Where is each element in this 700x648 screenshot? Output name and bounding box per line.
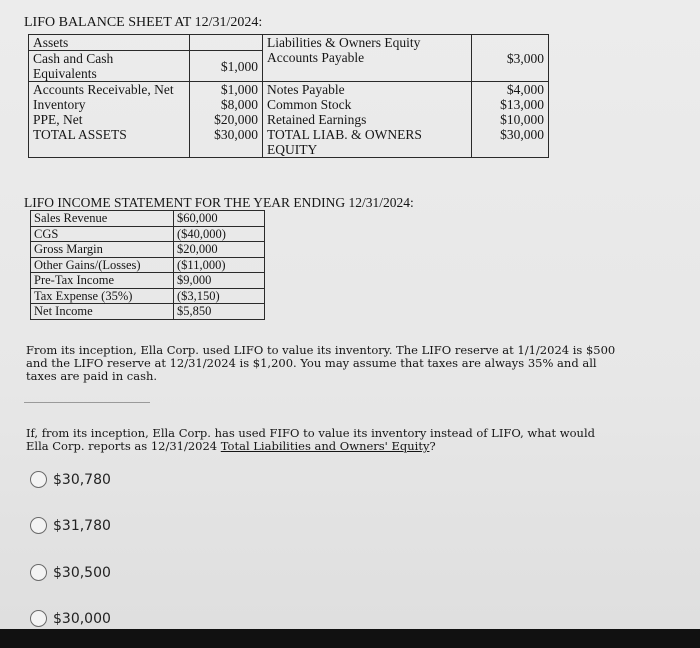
retained-earnings-value: $10,000 xyxy=(500,112,544,127)
total-assets-value: $30,000 xyxy=(214,127,258,142)
answer-option-3[interactable] xyxy=(30,564,111,581)
is-label: CGS xyxy=(31,226,174,242)
radio-icon[interactable] xyxy=(30,610,47,627)
answer-label: $30,000 xyxy=(53,610,111,627)
ar-label: Accounts Receivable, Net xyxy=(33,82,174,97)
is-label: Gross Margin xyxy=(31,242,174,258)
ar-value: $1,000 xyxy=(220,82,258,97)
is-label: Sales Revenue xyxy=(31,211,174,227)
liab-values-cell xyxy=(472,82,549,158)
is-label: Tax Expense (35%) xyxy=(31,288,174,304)
income-statement-table xyxy=(30,210,265,320)
is-label: Pre-Tax Income xyxy=(31,273,174,289)
cash-label-cell xyxy=(29,51,190,82)
is-value: ($11,000) xyxy=(174,257,265,273)
answer-option-2[interactable] xyxy=(30,517,111,534)
liabilities-cell xyxy=(263,35,472,82)
assets-values-cell xyxy=(190,82,263,158)
is-label: Net Income xyxy=(31,304,174,320)
table-row xyxy=(31,211,265,227)
liab-labels-cell xyxy=(263,82,472,158)
table-row xyxy=(31,257,265,273)
divider xyxy=(24,402,150,403)
retained-earnings-label: Retained Earnings xyxy=(267,112,367,127)
total-assets-label: TOTAL ASSETS xyxy=(33,127,127,142)
total-liab-label: TOTAL LIAB. & OWNERS xyxy=(267,127,422,142)
ppe-label: PPE, Net xyxy=(33,112,83,127)
common-stock-label: Common Stock xyxy=(267,97,352,112)
question-after: ? xyxy=(429,439,436,453)
question-before: If, from its inception, Ella Corp. has used FIFO to value its inventory instead of LIFO, what would Ella Corp. reports as 12/31/2024 xyxy=(26,426,596,453)
answer-option-4[interactable] xyxy=(30,610,111,627)
table-row xyxy=(31,304,265,320)
liabilities-header: Liabilities & Owners Equity xyxy=(267,35,421,50)
question-underlined: Total Liabilities and Owners' Equity xyxy=(220,439,430,453)
is-value: $20,000 xyxy=(174,242,265,258)
balance-sheet-table xyxy=(28,34,549,158)
bottom-bar xyxy=(0,629,700,648)
cash-label: Cash and Cash xyxy=(33,51,114,66)
table-row xyxy=(31,273,265,289)
table-row xyxy=(31,226,265,242)
answer-option-1[interactable] xyxy=(30,471,111,488)
total-liab-value: $30,000 xyxy=(500,127,544,142)
table-row xyxy=(31,242,265,258)
ar-label-cell xyxy=(29,82,190,158)
is-label: Other Gains/(Losses) xyxy=(31,257,174,273)
radio-icon[interactable] xyxy=(30,517,47,534)
income-statement-title: LIFO INCOME STATEMENT FOR THE YEAR ENDING 12/31/2024: xyxy=(24,195,414,210)
radio-icon[interactable] xyxy=(30,564,47,581)
ppe-value: $20,000 xyxy=(214,112,258,127)
radio-icon[interactable] xyxy=(30,471,47,488)
assets-header: Assets xyxy=(29,35,190,51)
common-stock-value: $13,000 xyxy=(500,97,544,112)
cash-value: $1,000 xyxy=(190,51,263,82)
is-value: $60,000 xyxy=(174,211,265,227)
is-value: ($40,000) xyxy=(174,226,265,242)
is-value: $9,000 xyxy=(174,273,265,289)
is-value: ($3,150) xyxy=(174,288,265,304)
problem-narrative: From its inception, Ella Corp. used LIFO to value its inventory. The LIFO reserve at 1/1/2024 is $500 and the LIFO reserve at 12/31/2024 is $1,200. You may assume that taxes are always 35% and all taxes are paid in cash. xyxy=(26,343,616,383)
notes-payable-label: Notes Payable xyxy=(267,82,345,97)
is-value: $5,850 xyxy=(174,304,265,320)
total-liab-label-2: EQUITY xyxy=(267,142,318,157)
answer-label: $31,780 xyxy=(53,517,111,534)
answer-label: $30,500 xyxy=(53,564,111,581)
inventory-value: $8,000 xyxy=(220,97,258,112)
notes-payable-value: $4,000 xyxy=(506,82,544,97)
answer-label: $30,780 xyxy=(53,471,111,488)
cash-label-2: Equivalents xyxy=(33,66,97,81)
table-row xyxy=(31,288,265,304)
inventory-label: Inventory xyxy=(33,97,86,112)
question-text xyxy=(26,427,606,453)
accounts-payable-label: Accounts Payable xyxy=(267,50,365,65)
balance-sheet-title: LIFO BALANCE SHEET AT 12/31/2024: xyxy=(24,15,263,30)
accounts-payable-value: $3,000 xyxy=(472,35,549,82)
